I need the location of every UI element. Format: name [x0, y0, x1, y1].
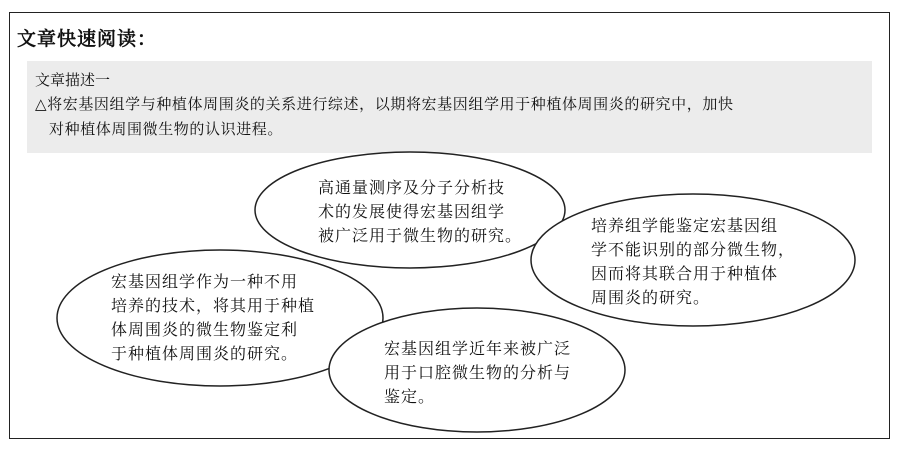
bubble-left-line: 宏基因组学作为一种不用	[111, 272, 299, 291]
description-title: 文章描述一	[35, 71, 111, 89]
bubble-bottom-line: 鉴定。	[384, 387, 436, 406]
description-line-2: 对种植体周围微生物的认识进程。	[49, 120, 284, 138]
bubble-right-line: 学不能识别的部分微生物，	[591, 240, 796, 259]
bubble-right-line: 培养组学能鉴定宏基因组	[591, 216, 779, 235]
description-line-1: △将宏基因组学与种植体周围炎的关系进行综述，以期将宏基因组学用于种植体周围炎的研究中，加快	[35, 95, 734, 113]
bubble-top-text	[318, 176, 522, 248]
bubble-right-text	[591, 214, 795, 310]
bubble-left-line: 体周围炎的微生物鉴定利	[111, 320, 299, 339]
bubble-left-line: 培养的技术，将其用于种植	[111, 296, 316, 315]
bubble-left-line: 于种植体周围炎的研究。	[111, 344, 299, 363]
bubble-bottom-line: 用于口腔微生物的分析与	[384, 363, 572, 382]
bubble-top-line: 高通量测序及分子分析技	[318, 178, 506, 197]
bubble-bottom-line: 宏基因组学近年来被广泛	[384, 339, 572, 358]
bubble-bottom-text	[384, 337, 571, 409]
bubble-right-line: 因而将其联合用于种植体	[591, 264, 779, 283]
section-heading: 文章快速阅读：	[17, 28, 158, 50]
bubble-left-text	[111, 270, 315, 366]
bubble-right-line: 周围炎的研究。	[591, 288, 711, 307]
bubble-top-line: 被广泛用于微生物的研究。	[318, 226, 523, 245]
bubble-top-line: 术的发展使得宏基因组学	[318, 202, 506, 221]
